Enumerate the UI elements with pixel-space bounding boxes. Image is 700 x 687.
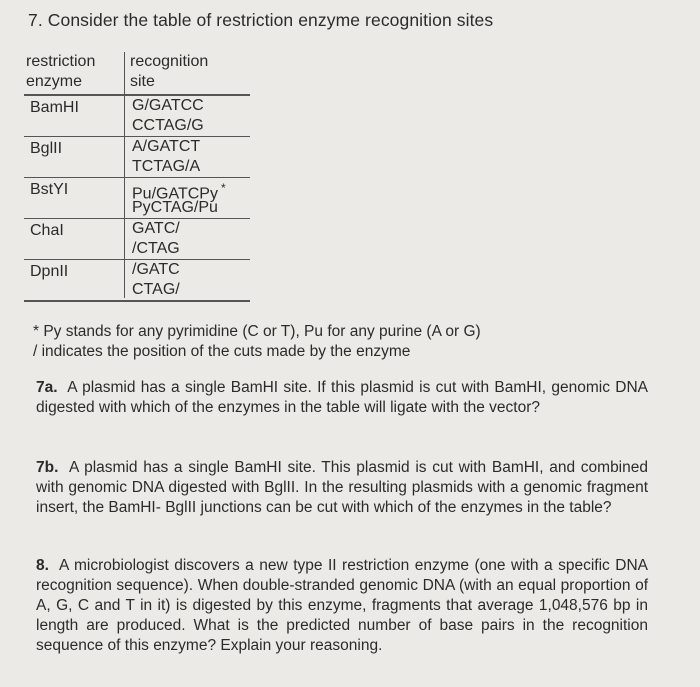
question-label: 7b. [36, 459, 59, 476]
recognition-site: Pu/GATCPy * PyCTAG/Pu [132, 181, 226, 216]
table-row [24, 96, 250, 137]
table-footnotes [33, 322, 481, 362]
enzyme-name: BamHI [30, 99, 79, 116]
table-row [24, 219, 250, 260]
footnote-py-pu: * Py stands for any pyrimidine (C or T), Pu for any purine (A or G) [33, 323, 481, 340]
table-row [24, 137, 250, 178]
question-label: 8. [36, 557, 49, 574]
enzyme-name: DpnII [30, 263, 69, 280]
question-text: A microbiologist discovers a new type II restriction enzyme (one with a specific DNA recognition sequence). When double-stranded genomic DNA (with an equal proportion of A, G, C and T in it) is digested by this enzyme, fragments that average 1,048,576 bp in length are produced. What is the predicted number of base pairs in the recognition sequence of this enzyme? Explain your reasoning. [36, 557, 648, 654]
header-recognition-site: recognition site [130, 53, 209, 90]
question-label: 7a. [36, 379, 58, 396]
footnote-mark: * [220, 181, 226, 195]
recognition-site: G/GATCC CCTAG/G [132, 97, 204, 134]
question-7-title: 7. Consider the table of restriction enzyme recognition sites [28, 10, 494, 30]
recognition-site: A/GATCT TCTAG/A [132, 138, 201, 175]
recognition-site: GATC/ /CTAG [132, 220, 180, 257]
question-8 [36, 556, 648, 656]
question-text: A plasmid has a single BamHI site. If this plasmid is cut with BamHI, genomic DNA digested with which of the enzymes in the table will ligate with the vector? [36, 379, 648, 416]
table-header [24, 52, 250, 96]
question-text: A plasmid has a single BamHI site. This plasmid is cut with BamHI, and combined with genomic DNA digested with BglII. In the resulting plasmids with a genomic fragment insert, the BamHI- BglII junctions can be cut with which of the enzymes in the table? [36, 459, 648, 516]
table-row [24, 260, 250, 302]
header-enzyme: restriction enzyme [26, 53, 96, 90]
table-row [24, 178, 250, 219]
recognition-site: /GATC CTAG/ [132, 261, 180, 298]
enzyme-name: ChaI [30, 222, 64, 239]
enzyme-name: BglII [30, 140, 63, 157]
question-7b [36, 458, 648, 518]
question-7a [36, 378, 648, 418]
restriction-enzyme-table [24, 52, 250, 302]
footnote-cut-mark: / indicates the position of the cuts made by the enzyme [33, 343, 411, 360]
enzyme-name: BstYI [30, 181, 69, 198]
